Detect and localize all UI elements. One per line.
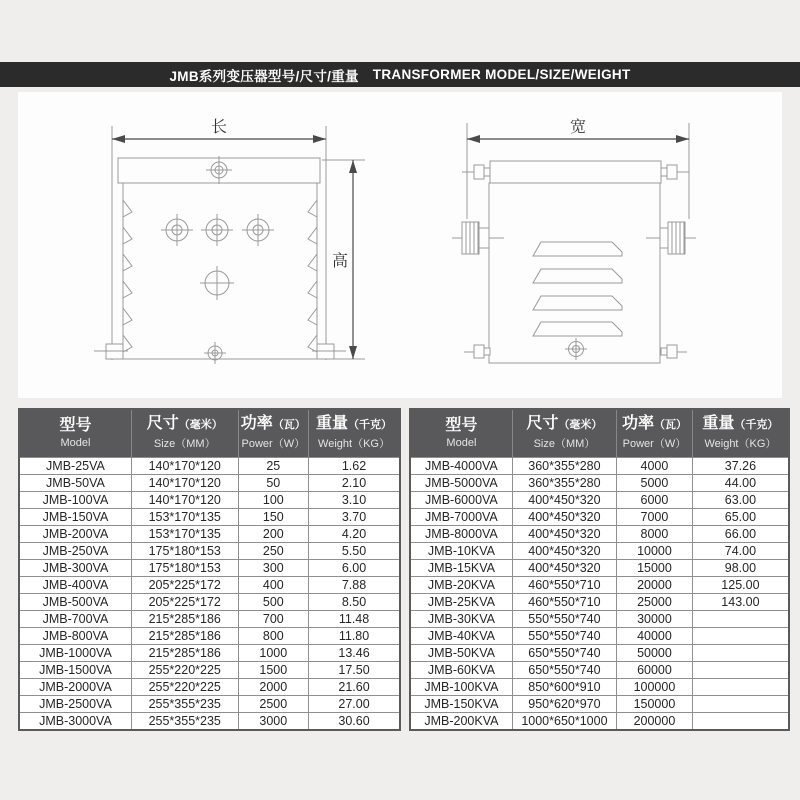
table-cell: 1000*650*1000 (512, 713, 616, 731)
height-dimension (349, 160, 357, 359)
table-cell: 11.80 (309, 628, 400, 645)
table-cell: 98.00 (692, 560, 789, 577)
table-cell: 5000 (617, 475, 693, 492)
table-row (410, 526, 789, 543)
table-row (19, 662, 400, 679)
table-cell: 460*550*710 (512, 577, 616, 594)
table-cell: 140*170*120 (131, 458, 238, 475)
table-cell: 5.50 (309, 543, 400, 560)
table-cell: JMB-150KVA (410, 696, 512, 713)
table-row (410, 662, 789, 679)
table-row (19, 509, 400, 526)
table-cell: 3.10 (309, 492, 400, 509)
table-cell: 125.00 (692, 577, 789, 594)
table-row (410, 628, 789, 645)
table-cell: 6000 (617, 492, 693, 509)
table-cell: JMB-6000VA (410, 492, 512, 509)
table-cell: JMB-150VA (19, 509, 131, 526)
technical-drawings-panel (18, 92, 782, 398)
table-cell: JMB-700VA (19, 611, 131, 628)
table-cell (692, 611, 789, 628)
table-cell: 7.88 (309, 577, 400, 594)
table-row (410, 458, 789, 475)
table-header-row (410, 409, 789, 458)
louver-vent (533, 269, 622, 283)
table-cell: 400*450*320 (512, 509, 616, 526)
table-cell: 500 (238, 594, 308, 611)
table-row (19, 526, 400, 543)
table-cell: 850*600*910 (512, 679, 616, 696)
table-cell: 21.60 (309, 679, 400, 696)
table-cell: 8.50 (309, 594, 400, 611)
table-cell: JMB-400VA (19, 577, 131, 594)
table-cell: 8000 (617, 526, 693, 543)
height-label: 高 (331, 253, 349, 270)
table-row (19, 475, 400, 492)
side-view-drawing (452, 123, 696, 363)
table-cell: 25000 (617, 594, 693, 611)
table-cell (692, 645, 789, 662)
table-row (410, 611, 789, 628)
length-label: 长 (210, 119, 228, 136)
table-cell: 143.00 (692, 594, 789, 611)
table-cell: JMB-5000VA (410, 475, 512, 492)
table-cell: 65.00 (692, 509, 789, 526)
table-cell: JMB-1500VA (19, 662, 131, 679)
table-row (19, 628, 400, 645)
table-cell: JMB-1000VA (19, 645, 131, 662)
table-row (410, 543, 789, 560)
table-row (19, 577, 400, 594)
table-cell: 360*355*280 (512, 458, 616, 475)
table-row (19, 645, 400, 662)
table-cell: 30000 (617, 611, 693, 628)
table-cell: 40000 (617, 628, 693, 645)
table-cell: 153*170*135 (131, 526, 238, 543)
table-cell: JMB-300VA (19, 560, 131, 577)
table-cell (692, 662, 789, 679)
table-row (410, 679, 789, 696)
table-cell: 200 (238, 526, 308, 543)
table-cell: JMB-40KVA (410, 628, 512, 645)
table-cell: 460*550*710 (512, 594, 616, 611)
col-header-weight: 重量（千克） Weight（KG） (309, 409, 400, 458)
title-chinese: JMB系列变压器型号/尺寸/重量 (169, 68, 359, 84)
table-cell: 30.60 (309, 713, 400, 731)
table-cell: 4.20 (309, 526, 400, 543)
table-cell: 300 (238, 560, 308, 577)
table-row (410, 696, 789, 713)
table-cell: 37.26 (692, 458, 789, 475)
table-cell (692, 628, 789, 645)
table-cell: 360*355*280 (512, 475, 616, 492)
louver-vent (533, 242, 622, 256)
table-cell: 200000 (617, 713, 693, 731)
table-cell: 650*550*740 (512, 662, 616, 679)
table-cell: JMB-20KVA (410, 577, 512, 594)
table-cell: JMB-4000VA (410, 458, 512, 475)
table-cell: 700 (238, 611, 308, 628)
table-cell: JMB-50VA (19, 475, 131, 492)
table-row (19, 458, 400, 475)
table-cell: 2500 (238, 696, 308, 713)
table-cell: 25 (238, 458, 308, 475)
table-cell (692, 713, 789, 731)
table-cell: 550*550*740 (512, 628, 616, 645)
col-header-model: 型号 Model (410, 409, 512, 458)
title-bar (0, 62, 800, 87)
table-cell: 215*285*186 (131, 645, 238, 662)
table-cell: 3000 (238, 713, 308, 731)
table-cell: 800 (238, 628, 308, 645)
table-cell: 7000 (617, 509, 693, 526)
table-cell: 175*180*153 (131, 543, 238, 560)
table-cell: 27.00 (309, 696, 400, 713)
table-cell: 215*285*186 (131, 628, 238, 645)
table-cell: 400*450*320 (512, 526, 616, 543)
table-cell: JMB-25VA (19, 458, 131, 475)
table-cell: 140*170*120 (131, 475, 238, 492)
table-cell: 215*285*186 (131, 611, 238, 628)
table-cell: JMB-100KVA (410, 679, 512, 696)
table-cell: 1500 (238, 662, 308, 679)
table-cell: 400*450*320 (512, 543, 616, 560)
table-cell: 150000 (617, 696, 693, 713)
table-cell: 10000 (617, 543, 693, 560)
table-row (410, 475, 789, 492)
table-cell: 17.50 (309, 662, 400, 679)
table-row (410, 577, 789, 594)
table-cell: 66.00 (692, 526, 789, 543)
table-cell: 400*450*320 (512, 492, 616, 509)
spec-table-left (18, 408, 401, 731)
table-cell: 1000 (238, 645, 308, 662)
table-cell: 63.00 (692, 492, 789, 509)
table-cell: 44.00 (692, 475, 789, 492)
table-row (410, 509, 789, 526)
table-cell: 50000 (617, 645, 693, 662)
table-cell: JMB-250VA (19, 543, 131, 560)
table-cell: JMB-15KVA (410, 560, 512, 577)
spec-table-right (409, 408, 790, 731)
table-cell: 20000 (617, 577, 693, 594)
table-cell: 100000 (617, 679, 693, 696)
table-cell: JMB-30KVA (410, 611, 512, 628)
table-row (410, 594, 789, 611)
table-cell: 2000 (238, 679, 308, 696)
table-cell: JMB-7000VA (410, 509, 512, 526)
col-header-size: 尺寸（毫米） Size（MM） (131, 409, 238, 458)
table-cell: 140*170*120 (131, 492, 238, 509)
table-row (19, 679, 400, 696)
table-cell: 11.48 (309, 611, 400, 628)
table-cell: 3.70 (309, 509, 400, 526)
table-row (410, 560, 789, 577)
table-cell: 400 (238, 577, 308, 594)
table-cell: 1.62 (309, 458, 400, 475)
col-header-size: 尺寸（毫米） Size（MM） (512, 409, 616, 458)
table-cell: 153*170*135 (131, 509, 238, 526)
table-cell: 50 (238, 475, 308, 492)
title-english: TRANSFORMER MODEL/SIZE/WEIGHT (372, 67, 631, 82)
col-header-power: 功率（瓦） Power（W） (617, 409, 693, 458)
table-cell: 255*355*235 (131, 696, 238, 713)
table-cell: 13.46 (309, 645, 400, 662)
front-view-drawing (94, 126, 365, 364)
table-cell: JMB-8000VA (410, 526, 512, 543)
table-cell: 255*220*225 (131, 662, 238, 679)
table-cell: 205*225*172 (131, 594, 238, 611)
table-cell: JMB-100VA (19, 492, 131, 509)
table-cell: 400*450*320 (512, 560, 616, 577)
table-row (19, 713, 400, 731)
table-row (19, 696, 400, 713)
table-cell: JMB-50KVA (410, 645, 512, 662)
louver-vent (533, 296, 622, 310)
table-row (410, 645, 789, 662)
table-cell: JMB-25KVA (410, 594, 512, 611)
table-row (19, 594, 400, 611)
table-cell: 74.00 (692, 543, 789, 560)
table-row (19, 560, 400, 577)
table-cell: 15000 (617, 560, 693, 577)
table-cell: 60000 (617, 662, 693, 679)
table-cell: 4000 (617, 458, 693, 475)
width-label: 宽 (569, 119, 587, 136)
table-cell: JMB-500VA (19, 594, 131, 611)
table-cell: JMB-2500VA (19, 696, 131, 713)
table-cell: JMB-2000VA (19, 679, 131, 696)
col-header-model: 型号 Model (19, 409, 131, 458)
table-cell: JMB-800VA (19, 628, 131, 645)
length-dimension (112, 135, 326, 143)
table-cell: 255*220*225 (131, 679, 238, 696)
col-header-power: 功率（瓦） Power（W） (238, 409, 308, 458)
table-cell: 100 (238, 492, 308, 509)
table-row (19, 543, 400, 560)
transformer-drawings (18, 92, 782, 398)
table-cell: JMB-200KVA (410, 713, 512, 731)
table-cell (692, 679, 789, 696)
table-row (410, 713, 789, 731)
table-cell: 950*620*970 (512, 696, 616, 713)
table-cell: 6.00 (309, 560, 400, 577)
col-header-weight: 重量（千克） Weight（KG） (692, 409, 789, 458)
table-cell (692, 696, 789, 713)
table-row (410, 492, 789, 509)
table-cell: JMB-3000VA (19, 713, 131, 731)
table-cell: 255*355*235 (131, 713, 238, 731)
table-cell: JMB-200VA (19, 526, 131, 543)
table-cell: 550*550*740 (512, 611, 616, 628)
table-cell: 650*550*740 (512, 645, 616, 662)
table-cell: JMB-10KVA (410, 543, 512, 560)
table-cell: 2.10 (309, 475, 400, 492)
table-cell: 205*225*172 (131, 577, 238, 594)
table-cell: 250 (238, 543, 308, 560)
table-cell: 150 (238, 509, 308, 526)
table-header-row (19, 409, 400, 458)
table-cell: 175*180*153 (131, 560, 238, 577)
table-row (19, 492, 400, 509)
width-dimension (467, 135, 689, 143)
louver-vent (533, 322, 622, 336)
table-row (19, 611, 400, 628)
table-cell: JMB-60KVA (410, 662, 512, 679)
